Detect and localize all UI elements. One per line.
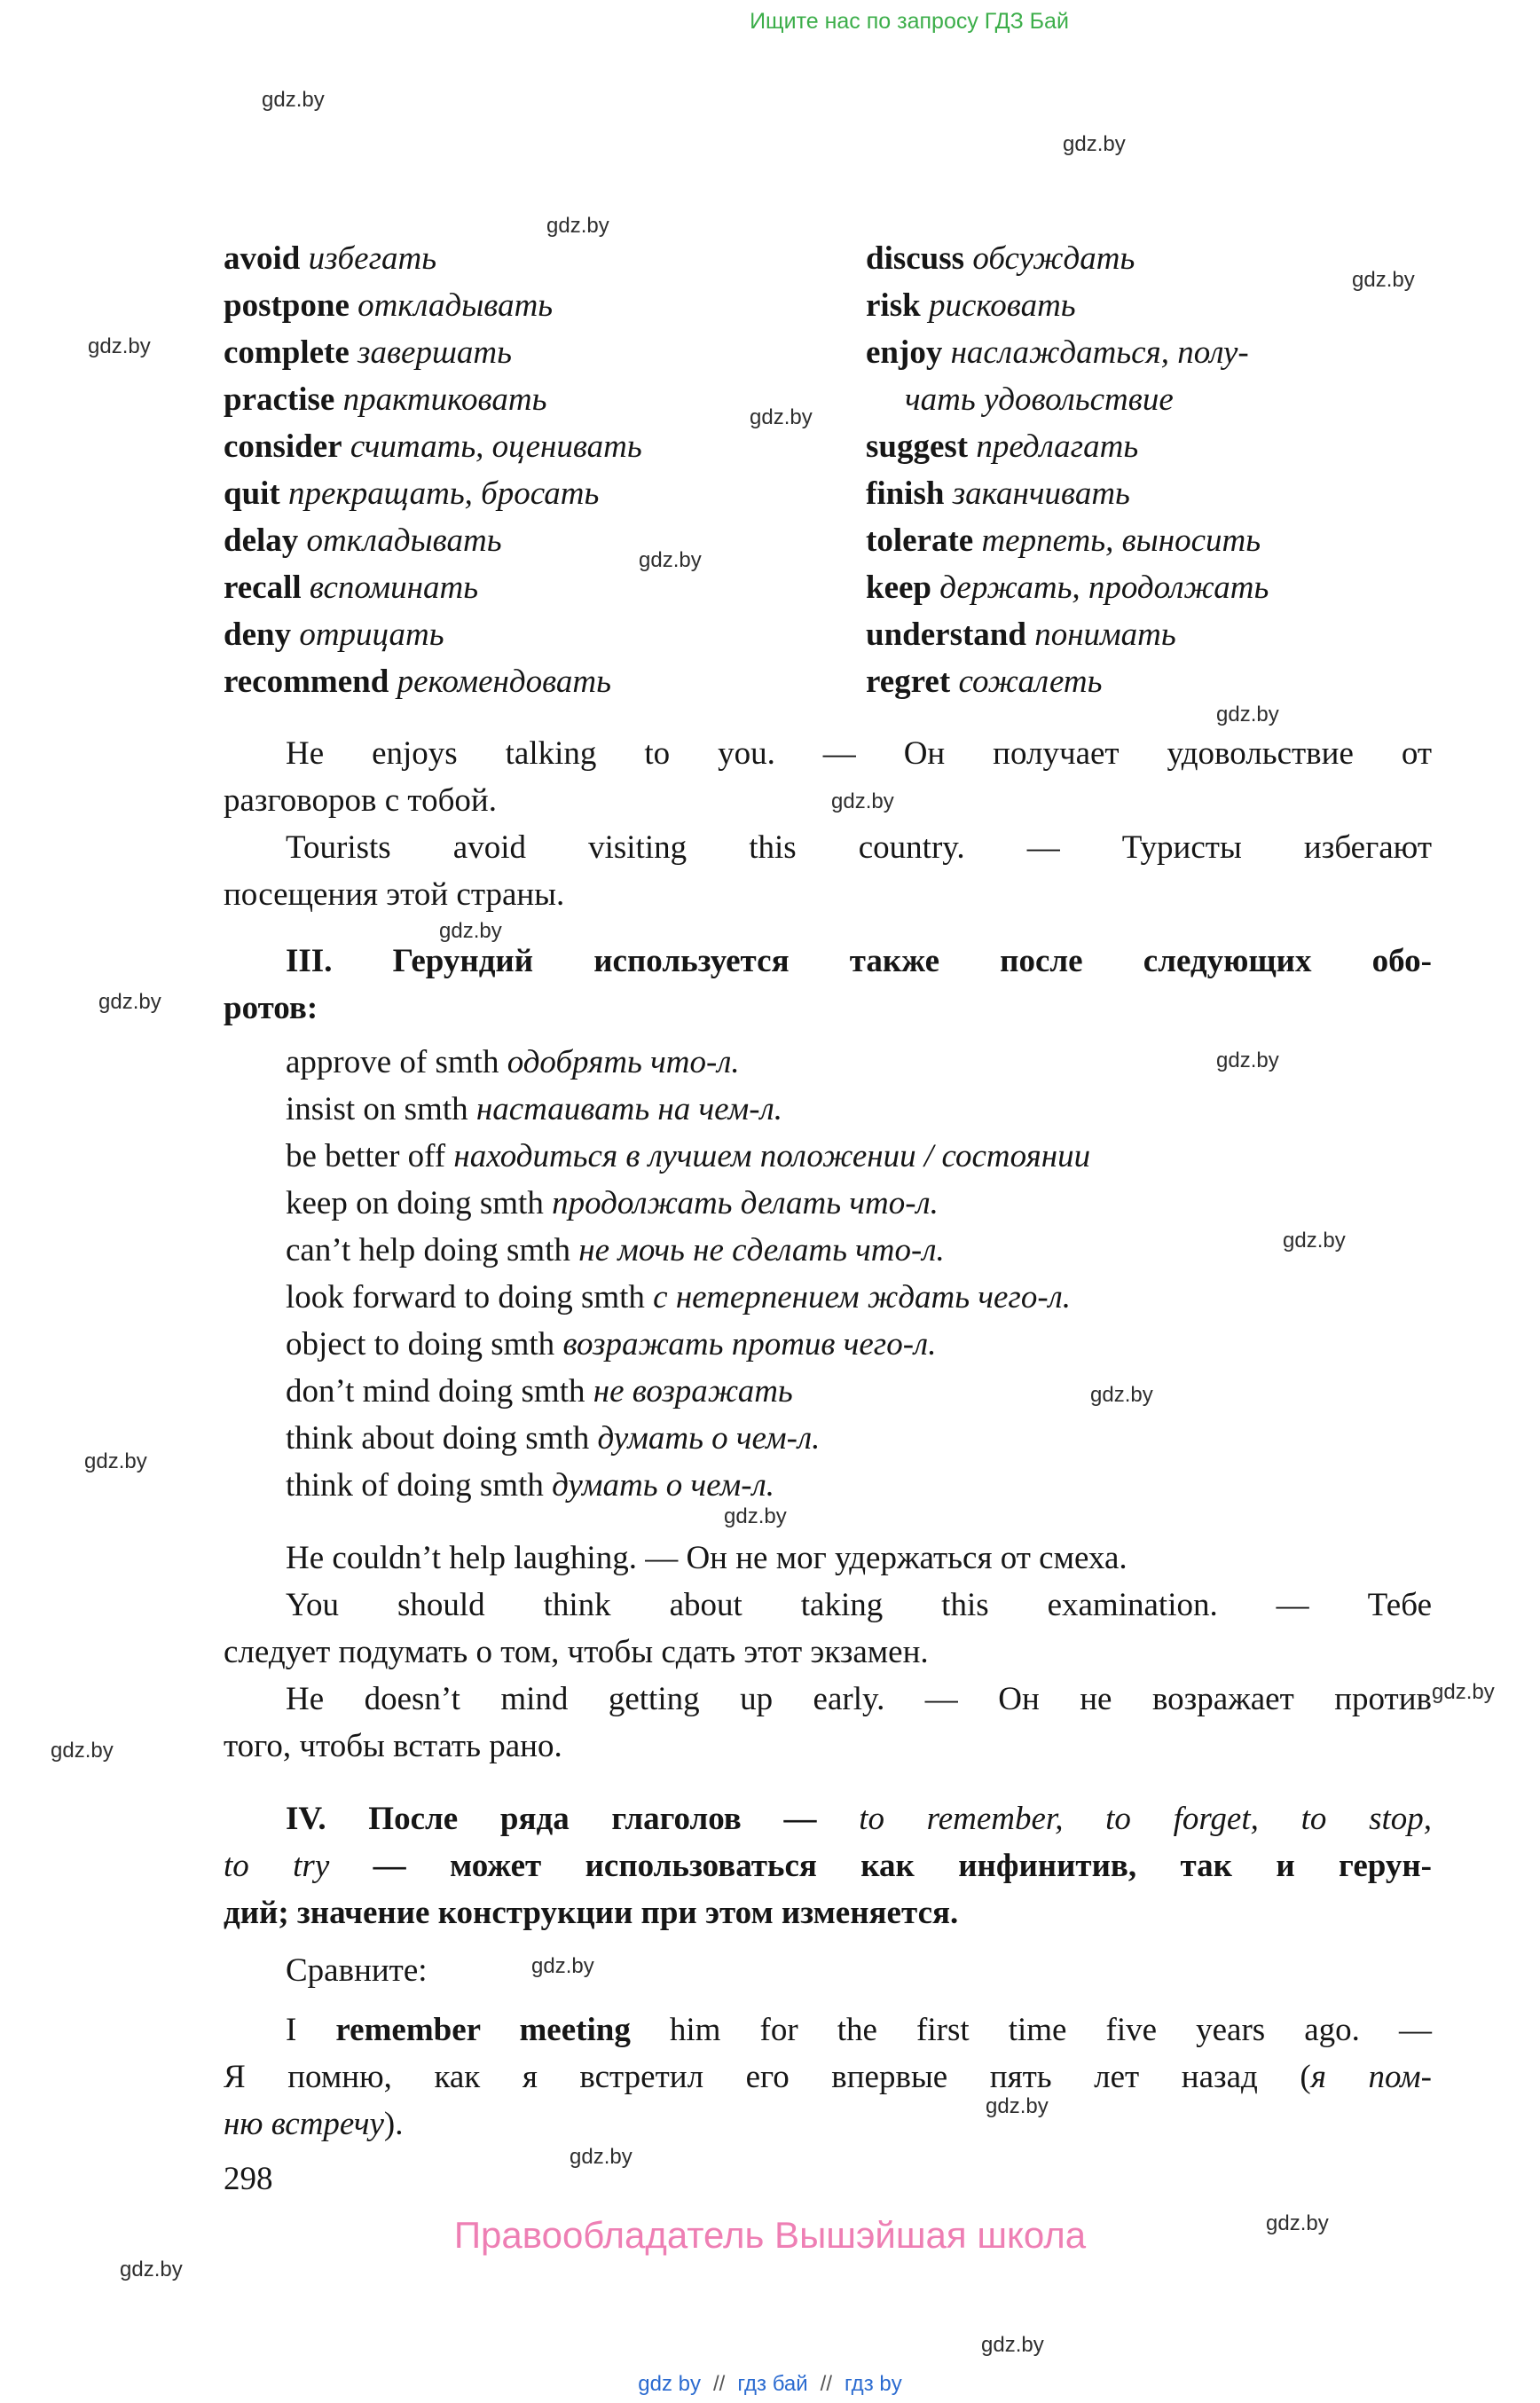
verb-entry: deny отрицать	[224, 616, 444, 653]
verb-entry: recall вспоминать	[224, 569, 479, 606]
text-run: находиться в лучшем положении / состоянии	[453, 1138, 1091, 1174]
text-run: think about doing smth	[286, 1420, 598, 1457]
text-line	[224, 1039, 1432, 1086]
watermark: gdz.by	[724, 1504, 787, 1528]
text-flow	[224, 730, 1432, 2148]
text-line	[224, 1415, 1432, 1462]
text-line	[224, 1723, 1432, 1770]
example-paragraph-tourists	[224, 824, 1432, 918]
page-number: 298	[224, 2161, 273, 2197]
example-paragraph-getting-up	[224, 1676, 1432, 1770]
text-run: Сравните:	[286, 1952, 428, 1989]
example-paragraph-enjoys	[224, 730, 1432, 824]
verb-column-right	[866, 235, 1432, 705]
watermark: gdz.by	[1216, 703, 1279, 726]
text-line	[224, 1368, 1432, 1415]
watermark: gdz.by	[981, 2333, 1044, 2357]
text-run: я пом-	[1310, 2059, 1432, 2095]
watermark: gdz.by	[986, 2094, 1049, 2118]
text-line	[224, 1274, 1432, 1321]
text-run: III. Герундий используется также после следующих обо-	[286, 943, 1432, 979]
verb-entry-continuation: чать удовольствие	[905, 381, 1174, 418]
text-line	[224, 938, 1432, 985]
text-run: I	[286, 2012, 336, 2048]
footer-link[interactable]: gdz by	[638, 2372, 702, 2396]
verb-entry: keep держать, продолжать	[866, 569, 1269, 606]
footer-link-separator: //	[713, 2372, 726, 2396]
text-run: to try	[224, 1848, 330, 1884]
watermark: gdz.by	[120, 2258, 183, 2281]
watermark: gdz.by	[1063, 132, 1126, 156]
text-run: object to doing smth	[286, 1326, 563, 1362]
text-run: думать о чем-л.	[552, 1467, 774, 1504]
text-run: думать о чем-л.	[597, 1420, 821, 1457]
watermark: gdz.by	[1216, 1048, 1279, 1072]
text-line	[224, 1180, 1432, 1227]
watermark: gdz.by	[439, 919, 502, 943]
text-run: с нетерпением ждать чего-л.	[653, 1279, 1072, 1315]
verb-entry: consider считать, оценивать	[224, 428, 642, 465]
text-line	[224, 1795, 1432, 1842]
verb-entry: avoid избегать	[224, 240, 437, 277]
text-run: to remember, to forget, to stop,	[859, 1801, 1432, 1837]
text-run: Tourists avoid visiting this country. — Туристы избегают	[286, 829, 1432, 866]
publisher-line: Правообладатель Вышэйшая школа	[453, 2214, 1087, 2256]
watermark: gdz.by	[262, 88, 325, 112]
text-run: посещения этой страны.	[224, 876, 565, 913]
text-run: He doesn’t mind getting up early. — Он не возражает против	[286, 1681, 1432, 1717]
text-line	[224, 1321, 1432, 1368]
verb-entry: recommend рекомендовать	[224, 664, 611, 700]
text-run: ню встречу	[224, 2106, 384, 2142]
text-line	[224, 730, 1432, 777]
text-run: разговоров с тобой.	[224, 782, 497, 819]
verb-entry: understand понимать	[866, 616, 1176, 653]
example-paragraph-remember	[224, 2006, 1432, 2148]
watermark: gdz.by	[1090, 1383, 1153, 1407]
text-run: Я помню, как я встретил его впервые пять лет назад (	[224, 2059, 1311, 2095]
verb-entry: practise практиковать	[224, 381, 547, 418]
text-run: insist on smth	[286, 1091, 476, 1127]
verb-entry: enjoy наслаждаться, полу-	[866, 334, 1249, 371]
text-run: не возражать	[593, 1373, 793, 1410]
page-content	[224, 235, 1432, 2148]
verb-entry: delay откладывать	[224, 522, 502, 559]
text-run: не мочь не сделать что-л.	[578, 1232, 945, 1268]
bottom-links	[632, 2372, 908, 2397]
text-run: don’t mind doing smth	[286, 1373, 593, 1410]
text-run: He enjoys talking to you. — Он получает удовольствие от	[286, 735, 1432, 772]
text-run: be better off	[286, 1138, 454, 1174]
text-line	[224, 1842, 1432, 1889]
verb-entry: suggest предлагать	[866, 428, 1139, 465]
promo-link[interactable]: Ищите нас по запросу ГДЗ Бай	[750, 9, 1069, 34]
footer-link-separator: //	[820, 2372, 833, 2396]
text-line	[224, 1889, 1432, 1936]
text-run: одобрять что-л.	[507, 1044, 740, 1080]
text-run: You should think about taking this examination. — Тебе	[286, 1587, 1432, 1623]
text-run: can’t help doing smth	[286, 1232, 579, 1268]
text-line	[224, 2006, 1432, 2054]
watermark: gdz.by	[98, 990, 161, 1014]
watermark: gdz.by	[831, 789, 894, 813]
text-line	[224, 871, 1432, 918]
watermark: gdz.by	[750, 405, 813, 429]
text-line	[224, 1086, 1432, 1133]
text-line	[224, 1582, 1432, 1629]
verb-entry: finish заканчивать	[866, 475, 1130, 512]
text-run: look forward to doing smth	[286, 1279, 654, 1315]
text-line	[224, 2101, 1432, 2148]
text-line	[224, 1629, 1432, 1676]
text-run: следует подумать о том, чтобы сдать этот экзамен.	[224, 1634, 929, 1670]
verb-table	[224, 235, 1432, 705]
watermark: gdz.by	[88, 334, 151, 358]
verb-entry: tolerate терпеть, выносить	[866, 522, 1261, 559]
text-run: approve of smth	[286, 1044, 507, 1080]
text-line	[224, 777, 1432, 824]
watermark: gdz.by	[1283, 1229, 1346, 1253]
text-run: remember meeting	[335, 2012, 631, 2048]
verb-entry: regret сожалеть	[866, 664, 1103, 700]
watermark: gdz.by	[1266, 2211, 1329, 2235]
text-run: He couldn’t help laughing. — Он не мог удержаться от смеха.	[286, 1540, 1128, 1576]
watermark: gdz.by	[531, 1954, 594, 1978]
text-run: продолжать делать что-л.	[552, 1185, 939, 1221]
watermark: gdz.by	[1352, 268, 1415, 292]
verb-entry: postpone откладывать	[224, 287, 554, 324]
verb-entry: quit прекращать, бросать	[224, 475, 600, 512]
watermark: gdz.by	[84, 1449, 147, 1473]
text-run: think of doing smth	[286, 1467, 553, 1504]
text-run: IV. После ряда глаголов —	[286, 1801, 860, 1837]
text-line	[224, 1676, 1432, 1723]
text-run: — может использоваться как инфинитив, так и герун-	[329, 1848, 1432, 1884]
example-paragraph-examination	[224, 1582, 1432, 1676]
footer-link[interactable]: гдз бай	[737, 2372, 808, 2396]
gerund-phrase-list	[224, 1039, 1432, 1509]
verb-entry: discuss обсуждать	[866, 240, 1135, 277]
watermark: gdz.by	[1432, 1680, 1495, 1704]
verb-column-left	[224, 235, 866, 705]
watermark: gdz.by	[546, 214, 609, 238]
example-paragraph-laughing	[224, 1535, 1432, 1582]
text-line	[224, 1133, 1432, 1180]
compare-label	[224, 1947, 1432, 1994]
text-line	[224, 824, 1432, 871]
text-line	[224, 1227, 1432, 1274]
text-run: keep on doing smth	[286, 1185, 553, 1221]
text-run: ротов:	[224, 990, 318, 1026]
text-line	[224, 2054, 1432, 2101]
text-line	[224, 1462, 1432, 1509]
text-run: ).	[383, 2106, 404, 2142]
watermark: gdz.by	[570, 2145, 632, 2169]
section-iii-heading	[224, 938, 1432, 1032]
text-run: возражать против чего-л.	[562, 1326, 937, 1362]
footer-link[interactable]: гдз by	[845, 2372, 902, 2396]
text-run: дий; значение конструкции при этом изменяется.	[224, 1895, 959, 1931]
verb-entry: complete завершать	[224, 334, 512, 371]
text-line	[224, 1535, 1432, 1582]
watermark: gdz.by	[51, 1739, 114, 1763]
text-line	[224, 985, 1432, 1032]
verb-entry: risk рисковать	[866, 287, 1076, 324]
text-line	[224, 1947, 1432, 1994]
text-run: настаивать на чем-л.	[475, 1091, 782, 1127]
section-iv-paragraph	[224, 1795, 1432, 1936]
text-run: того, чтобы встать рано.	[224, 1728, 562, 1764]
watermark: gdz.by	[639, 548, 702, 572]
text-run: him for the first time five years ago. —	[630, 2012, 1433, 2048]
